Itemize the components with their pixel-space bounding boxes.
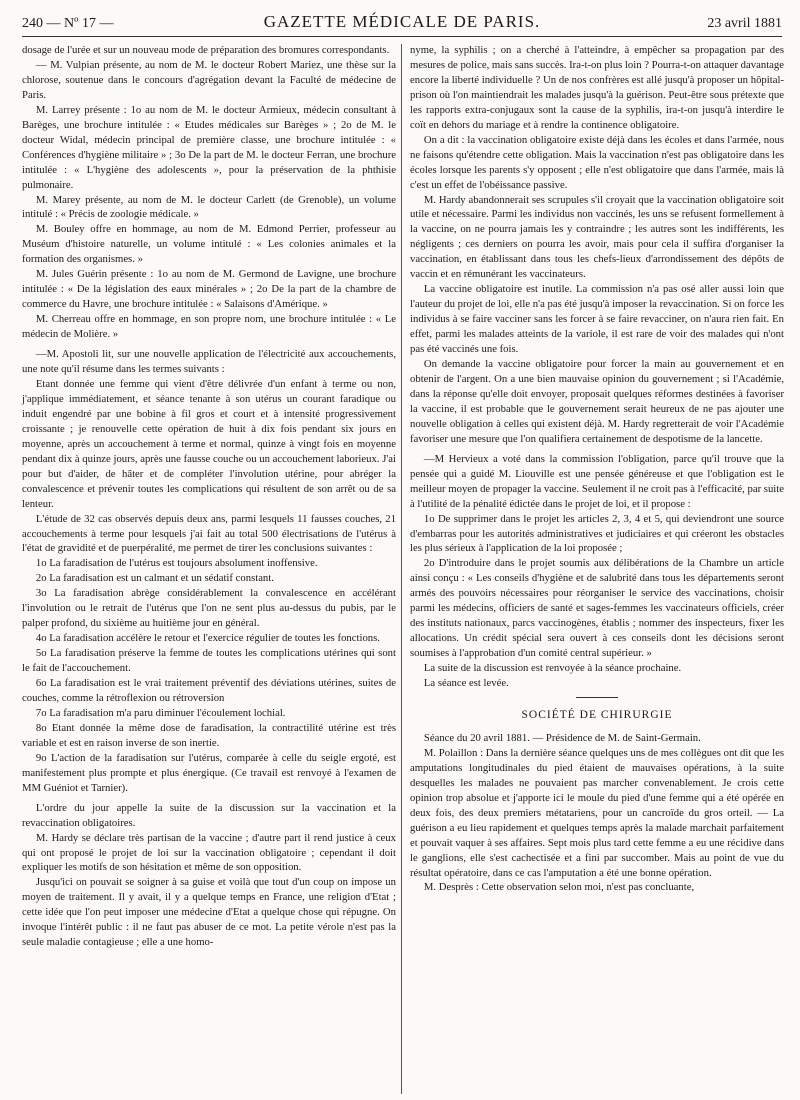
paragraph: —M. Apostoli lit, sur une nouvelle application de l'électricité aux accouchements, une note qu'il résume dans les termes suivants : <box>22 348 396 376</box>
proposal-item: 2o D'introduire dans le projet soumis aux délibérations de la Chambre un article ainsi conçu : « Les conseils d'hygiène et de salubrité dans tous les départements seront armés des pouvoirs nécessaires pour réorganiser le service des vaccinations, choisir parmi les médecins, officiers de santé et sages-femmes les vaccinateurs officiels, créer des instituts nationaux, parcs vaccinogènes, établis ; nommer des inspecteurs, fixer les allocations. Un crédit spécial sera ouvert à ces conseils dont les décisions seront soumises à l'approbation d'un comité central supérieur. » <box>410 557 784 660</box>
conclusion-item: 2o La faradisation est un calmant et un sédatif constant. <box>35 572 274 585</box>
paragraph: Jusqu'ici on pouvait se soigner à sa guise et voilà que tout d'un coup on impose un moyen de traitement. Il y avait, il y a quelque temps en France, une religion d'Etat ; cette idée que l'on peut imposer une médecine d'Etat a quelque chose qui répugne. On invoque l'intérêt public : il ne faut pas abuser de ce mot. La petite vérole n'est pas la seule maladie contagieuse ; elle a une homo- <box>22 876 396 949</box>
paragraph: — M. Vulpian présente, au nom de M. le docteur Robert Mariez, une thèse sur la chlorose, soutenue dans le concours d'agrégation devant la Faculté de médecine de Paris. <box>22 58 396 101</box>
journal-title: GAZETTE MÉDICALE DE PARIS. <box>263 12 541 31</box>
paragraph: La suite de la discussion est renvoyée à la séance prochaine. <box>423 662 682 675</box>
paragraph: On demande la vaccine obligatoire pour forcer la main au gouvernement et en obtenir de l'argent. On a une bien mauvaise opinion du gouvernement ; si l'Académie, dans la réponse qu'elle doit envoyer, proposait quelques réformes destinées à favoriser la vaccine, il est probable que le gouvernement serait heureux de ne pas ajouter une nouvelle obligation à celles qui existent déjà. M. Hardy regretterait de voir l'Académie favoriser une mesure que l'on qualifiera certainement de despotisme de la lancette. <box>410 358 784 445</box>
conclusion-item: 5o La faradisation préserve la femme de toutes les complications utérines qui sont le fait de l'accouchement. <box>22 647 396 675</box>
paragraph: M. Desprès : Cette observation selon moi, n'est pas concluante, <box>423 881 695 894</box>
issue-date: 23 avril 1881 <box>707 16 782 31</box>
page-number: 240 — Nº 17 — <box>22 16 114 31</box>
section-separator <box>576 697 618 698</box>
conclusion-item: 1o La faradisation de l'utérus est toujours absolument inoffensive. <box>35 557 318 570</box>
paragraph: nyme, la syphilis ; on a cherché à l'atteindre, à empêcher sa propagation par des mesures de police, mais sans succès. Ira-t-on plus loin ? Pourra-t-on attaquer davantage encore la liberté individuelle ? Un de nos confrères est allé jusqu'à proposer un hôpital-prison où l'on maintiendrait les malades jusqu'à la guérison. Peut-être sous prétexte que les rapports extra-conjugaux sont la cause de la syphilis, ira-t-on jusqu'à interdire le coït en dehors du mariage et à rendre la continence obligatoire. <box>410 44 784 131</box>
proposal-item: 1o De supprimer dans le projet les articles 2, 3, 4 et 5, qui deviendront une source d'embarras pour les autorités administratives et judiciaires et qui créeront les obstacles les plus sérieux à l'application de la loi proposée ; <box>410 512 784 555</box>
paragraph: dosage de l'urée et sur un nouveau mode de préparation des bromures correspondants. <box>22 44 390 56</box>
paragraph: M. Cherreau offre en hommage, en son propre nom, une brochure intitulée : « Le médecin de Molière. » <box>22 313 396 341</box>
paragraph: On a dit : la vaccination obligatoire existe déjà dans les écoles et dans l'armée, nous ne faisons qu'étendre cette obligation. Mais la vaccination n'est pas obligatoire dans les écoles lorsque les parents s'y opposent ; elle n'est obligatoire que dans l'armée, mais là c'est un effet de l'obéissance passive. <box>410 133 784 191</box>
paragraph: Etant donnée une femme qui vient d'être délivrée d'un enfant à terme ou non, j'applique immédiatement, et séance tenante à son utérus un courant faradique ou induit engendré par une bobine à fil gros et court et à intensité progressivement croissante ; je renouvelle cette opération de huit à dix fois pendant six jours en moyenne, après un accouchement à terme et normal, quinze à vingt fois en moyenne pendant dix à quinze jours, après une fausse couche ou un accouchement laborieux. J'ai pour but d'aider, de hâter et de compléter l'involution utérine, pour abréger la convalescence et prévenir toutes les complications qui résultent de son arrêt ou de sa lenteur. <box>22 377 396 510</box>
header-rule <box>22 36 782 37</box>
conclusion-item: 8o Etant donnée la même dose de faradisation, la contractilité utérine est très variable et est en raison inverse de son inertie. <box>22 721 396 749</box>
paragraph: La séance est levée. <box>423 677 509 690</box>
left-column <box>22 43 396 950</box>
paragraph: M. Polaillon : Dans la dernière séance quelques uns de mes collègues ont dit que les amputations longitudinales du pied étaient de mauvaises opérations, à la suite desquelles les malades ne pouvaient pas marcher convenablement. Je crois cette opinion trop absolue et j'apporte ici le moule du pied d'une femme qui a été opérée en deux fois, des deux premiers métatariens, pour un cancroïde du gros orteil. — La guérison a eu lieu rapidement et quelques temps après la malade marchait parfaitement et pouvait vaquer à ses affaires. Sept mois plus tard cette femme a eu une récidive dans le ganglions, elle s'est cachectisée et a fini par succomber. Mais au point de vue du résultat opératoire, dans ce cas l'amputation a été une bonne opération. <box>410 746 784 879</box>
paragraph: L'ordre du jour appelle la suite de la discussion sur la vaccination et la revaccination obligatoires. <box>22 801 396 829</box>
section-title: SOCIÉTÉ DE CHIRURGIE <box>521 708 673 721</box>
paragraph: —M Hervieux a voté dans la commission l'obligation, parce qu'il trouve que la pensée qui a guidé M. Liouville est une pensée généreuse et que l'obligation est le meilleur moyen de propager la vaccine. Seulement il ne croit pas à l'efficacité, par suite à l'utilité de la pénalité édictée dans le projet de loi, et il propose : <box>410 452 784 510</box>
page-header <box>22 4 782 34</box>
session-line: Séance du 20 avril 1881. — Présidence de M. de Saint-Germain. <box>423 731 701 744</box>
paragraph: M. Bouley offre en hommage, au nom de M. Edmond Perrier, professeur au Muséum d'histoire naturelle, un volume intitulé : « Les colonies animales et la formation des organismes. » <box>22 223 396 266</box>
conclusion-item: 6o La faradisation est le vrai traitement préventif des déviations utérines, suites de couches, comme la rétroflexion ou rétroversion <box>22 677 396 704</box>
paragraph: M. Marey présente, au nom de M. le docteur Carlett (de Grenoble), un volume intitulé : « Précis de zoologie médicale. » <box>22 193 396 221</box>
paragraph: La vaccine obligatoire est inutile. La commission n'a pas osé aller aussi loin que l'auteur du projet de loi, elle n'a pas été jusqu'à imposer la revaccination. Si on force les individus à se faire vacciner sans les forcer à se faire revacciner, on n'aura rien fait. En effet, parmi les malades atteints de la variole, il est rare de voir des malades qui n'ont pas été vaccinés une fois. <box>410 283 784 356</box>
column-divider <box>401 44 402 1094</box>
conclusion-item: 3o La faradisation abrège considérablement la convalescence en accélérant l'involution ou le retrait de l'utérus que l'on ne sent plus au-dessus du pubis, par le palper profond, du sixième au huitième jour en général. <box>22 587 396 630</box>
paragraph: M. Larrey présente : 1o au nom de M. le docteur Armieux, médecin consultant à Barèges, une brochure intitulée : « Etudes médicales sur Barèges » ; 2o de M. le docteur Widal, médecin principal de première classe, une brochure intitulée : « Conférences d'hygiène militaire » ; 3o De la part de M. le docteur Ferran, une brochure intitulée : « L'hygiène des adolescents », pour la préservation de la phthisie pulmonaire. <box>22 103 396 191</box>
paragraph: L'étude de 32 cas observés depuis deux ans, parmi lesquels 11 fausses couches, 21 accouchements à terme pour lesquels j'ai fait au total 500 électrisations de l'utérus à l'état de gravidité et de puerpéralité, me permet de tirer les conclusions suivantes : <box>22 512 396 555</box>
paragraph: M. Hardy se déclare très partisan de la vaccine ; d'autre part il rend justice à ceux qui ont proposé le projet de loi sur la vaccination obligatoire ; cependant il doit expliquer les motifs de son hésitation et même de son opposition. <box>22 831 396 874</box>
right-column <box>410 43 784 895</box>
conclusion-item: 4o La faradisation accélère le retour et l'exercice régulier de toutes les fonctions. <box>35 632 380 645</box>
paragraph: M. Hardy abandonnerait ses scrupules s'il croyait que la vaccination obligatoire soit utile et nécessaire. Parmi les individus non vaccinés, les uns se refusent formellement à la vaccine, on ne pourra jamais les y contraindre ; les autres sont les indifférents, les négligents ; ces derniers on pourra les avoir, mais pour cela il suffira d'organiser la vaccination, en établissant dans tous les chefs-lieux d'arrondissement des dépôts de vaccin et en rémunérant les vaccinateurs. <box>410 193 784 281</box>
conclusion-item: 7o La faradisation m'a paru diminuer l'écoulement lochial. <box>35 706 286 719</box>
paragraph: M. Jules Guérin présente : 1o au nom de M. Germond de Lavigne, une brochure intitulée : « De la législation des eaux minérales » ; 2o De la part de la chambre de commerce du Havre, une brochure intitulée : « Salaisons d'Amérique. » <box>22 268 396 311</box>
conclusion-item: 9o L'action de la faradisation sur l'utérus, comparée à celle du seigle ergoté, est manifestement plus prompte et plus énergique. (Ce travail est renvoyé à l'examen de MM Guéniot et Tarnier). <box>22 751 396 794</box>
